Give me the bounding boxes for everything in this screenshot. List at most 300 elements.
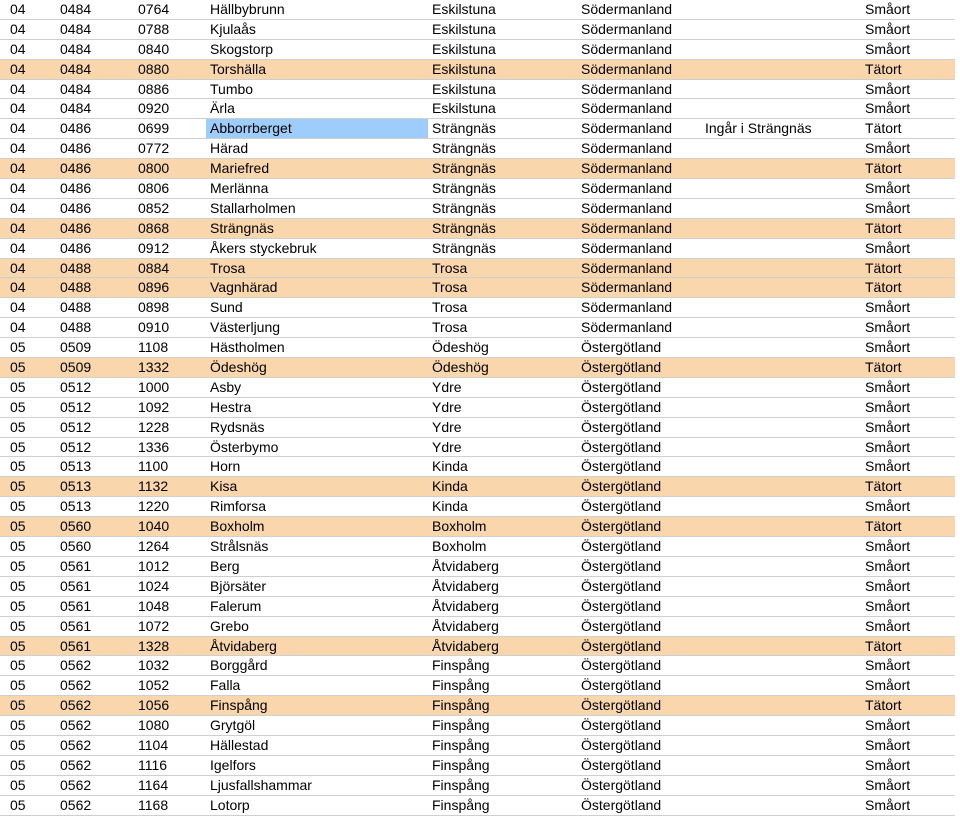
table-row[interactable] [0, 537, 955, 557]
county-name-cell[interactable]: Södermanland [581, 40, 673, 57]
table-row[interactable] [0, 577, 955, 597]
municipality-code-cell[interactable]: 0486 [60, 120, 92, 137]
lan-code-cell[interactable]: 04 [10, 199, 26, 216]
lan-code-cell[interactable]: 05 [10, 697, 26, 714]
municipality-code-cell[interactable]: 0488 [60, 279, 92, 296]
locality-name-cell[interactable]: Boxholm [210, 518, 265, 535]
locality-code-cell[interactable]: 1132 [138, 478, 169, 495]
locality-code-cell[interactable]: 1220 [138, 498, 170, 515]
lan-code-cell[interactable]: 05 [10, 378, 26, 395]
locality-name-cell[interactable]: Hestra [210, 398, 252, 415]
locality-type-cell[interactable]: Tätort [865, 518, 902, 535]
locality-name-cell[interactable]: Härad [210, 140, 249, 157]
county-name-cell[interactable]: Södermanland [581, 319, 673, 336]
municipality-code-cell[interactable]: 0561 [60, 637, 92, 654]
table-row[interactable] [0, 318, 955, 338]
municipality-name-cell[interactable]: Åtvidaberg [432, 637, 499, 654]
county-name-cell[interactable]: Södermanland [581, 299, 673, 316]
table-row[interactable] [0, 119, 955, 139]
locality-name-cell[interactable]: Skogstorp [210, 40, 274, 57]
lan-code-cell[interactable]: 05 [10, 736, 26, 753]
county-name-cell[interactable]: Östergötland [581, 438, 662, 455]
locality-type-cell[interactable]: Småort [865, 776, 911, 793]
locality-code-cell[interactable]: 0912 [138, 239, 170, 256]
table-row[interactable] [0, 60, 955, 80]
county-name-cell[interactable]: Södermanland [581, 279, 673, 296]
locality-type-cell[interactable]: Småort [865, 597, 911, 614]
locality-name-cell[interactable]: Stallarholmen [210, 199, 296, 216]
lan-code-cell[interactable]: 04 [10, 299, 26, 316]
locality-code-cell[interactable]: 0699 [138, 120, 170, 137]
locality-code-cell[interactable]: 1332 [138, 359, 170, 376]
locality-name-cell[interactable]: Strålsnäs [210, 538, 269, 555]
county-name-cell[interactable]: Östergötland [581, 617, 662, 634]
municipality-name-cell[interactable]: Finspång [432, 657, 490, 674]
municipality-code-cell[interactable]: 0562 [60, 796, 92, 813]
locality-code-cell[interactable]: 1104 [138, 736, 169, 753]
lan-code-cell[interactable]: 05 [10, 557, 26, 574]
lan-code-cell[interactable]: 04 [10, 219, 26, 236]
lan-code-cell[interactable]: 05 [10, 418, 26, 435]
locality-name-cell[interactable]: Lotorp [210, 796, 250, 813]
locality-code-cell[interactable]: 1116 [138, 756, 168, 773]
locality-name-cell[interactable]: Hästholmen [210, 339, 285, 356]
locality-type-cell[interactable]: Småort [865, 756, 911, 773]
municipality-code-cell[interactable]: 0488 [60, 299, 92, 316]
table-row[interactable] [0, 477, 955, 497]
locality-code-cell[interactable]: 0764 [138, 1, 170, 17]
locality-type-cell[interactable]: Småort [865, 677, 911, 694]
county-name-cell[interactable]: Östergötland [581, 697, 662, 714]
municipality-name-cell[interactable]: Åtvidaberg [432, 557, 499, 574]
county-name-cell[interactable]: Östergötland [581, 557, 662, 574]
locality-name-cell[interactable]: Rydsnäs [210, 418, 265, 435]
municipality-name-cell[interactable]: Strängnäs [432, 120, 496, 137]
locality-name-cell[interactable]: Grytgöl [210, 717, 256, 734]
lan-code-cell[interactable]: 04 [10, 239, 26, 256]
table-row[interactable] [0, 298, 955, 318]
locality-code-cell[interactable]: 0788 [138, 20, 170, 37]
county-name-cell[interactable]: Östergötland [581, 637, 662, 654]
municipality-code-cell[interactable]: 0484 [60, 20, 92, 37]
locality-type-cell[interactable]: Småort [865, 140, 911, 157]
municipality-code-cell[interactable]: 0488 [60, 319, 92, 336]
lan-code-cell[interactable]: 05 [10, 538, 26, 555]
county-name-cell[interactable]: Östergötland [581, 378, 662, 395]
locality-name-cell[interactable]: Tumbo [210, 80, 254, 97]
county-name-cell[interactable]: Östergötland [581, 597, 662, 614]
municipality-name-cell[interactable]: Eskilstuna [432, 1, 496, 17]
county-name-cell[interactable]: Östergötland [581, 776, 662, 793]
municipality-code-cell[interactable]: 0560 [60, 538, 92, 555]
locality-name-cell[interactable]: Borggård [210, 657, 268, 674]
locality-code-cell[interactable]: 1040 [138, 518, 170, 535]
locality-name-cell[interactable]: Mariefred [210, 160, 270, 177]
locality-code-cell[interactable]: 0852 [138, 199, 170, 216]
county-name-cell[interactable]: Södermanland [581, 80, 673, 97]
municipality-code-cell[interactable]: 0509 [60, 339, 92, 356]
county-name-cell[interactable]: Östergötland [581, 359, 662, 376]
municipality-name-cell[interactable]: Strängnäs [432, 160, 496, 177]
locality-name-cell[interactable]: Igelfors [210, 756, 256, 773]
locality-code-cell[interactable]: 1108 [138, 339, 169, 356]
table-row[interactable] [0, 378, 955, 398]
lan-code-cell[interactable]: 05 [10, 398, 26, 415]
county-name-cell[interactable]: Östergötland [581, 518, 662, 535]
table-row[interactable] [0, 716, 955, 736]
locality-name-cell[interactable]: Finspång [210, 697, 268, 714]
locality-name-cell[interactable]: Björsäter [210, 577, 267, 594]
county-name-cell[interactable]: Södermanland [581, 180, 673, 197]
locality-code-cell[interactable]: 0896 [138, 279, 170, 296]
locality-type-cell[interactable]: Småort [865, 319, 911, 336]
table-row[interactable] [0, 517, 955, 537]
locality-type-cell[interactable]: Småort [865, 100, 911, 117]
locality-type-cell[interactable]: Småort [865, 498, 911, 515]
lan-code-cell[interactable]: 05 [10, 359, 26, 376]
county-name-cell[interactable]: Östergötland [581, 577, 662, 594]
county-name-cell[interactable]: Östergötland [581, 498, 662, 515]
county-name-cell[interactable]: Östergötland [581, 736, 662, 753]
municipality-code-cell[interactable]: 0561 [60, 577, 92, 594]
municipality-code-cell[interactable]: 0512 [60, 398, 92, 415]
lan-code-cell[interactable]: 05 [10, 597, 26, 614]
municipality-name-cell[interactable]: Finspång [432, 677, 490, 694]
lan-code-cell[interactable]: 05 [10, 796, 26, 813]
table-row[interactable] [0, 776, 955, 796]
table-row[interactable] [0, 239, 955, 259]
county-name-cell[interactable]: Östergötland [581, 458, 662, 475]
county-name-cell[interactable]: Södermanland [581, 259, 673, 276]
lan-code-cell[interactable]: 04 [10, 140, 26, 157]
municipality-code-cell[interactable]: 0513 [60, 458, 92, 475]
table-row[interactable] [0, 696, 955, 716]
lan-code-cell[interactable]: 04 [10, 20, 26, 37]
locality-name-cell[interactable]: Hällbybrunn [210, 1, 285, 17]
locality-name-cell[interactable]: Rimforsa [210, 498, 267, 515]
locality-name-cell[interactable]: Falla [210, 677, 241, 694]
locality-code-cell[interactable]: 1052 [138, 677, 170, 694]
municipality-code-cell[interactable]: 0562 [60, 677, 92, 694]
locality-name-cell[interactable]: Sund [210, 299, 243, 316]
lan-code-cell[interactable]: 04 [10, 60, 26, 77]
table-row[interactable] [0, 159, 955, 179]
locality-type-cell[interactable]: Småort [865, 438, 911, 455]
municipality-code-cell[interactable]: 0512 [60, 378, 92, 395]
locality-code-cell[interactable]: 0886 [138, 80, 170, 97]
municipality-name-cell[interactable]: Ydre [432, 418, 462, 435]
locality-name-cell[interactable]: Österbymo [210, 438, 279, 455]
locality-code-cell[interactable]: 1100 [138, 458, 169, 475]
locality-name-cell[interactable]: Falerum [210, 597, 262, 614]
municipality-name-cell[interactable]: Eskilstuna [432, 100, 496, 117]
municipality-code-cell[interactable]: 0562 [60, 697, 92, 714]
locality-name-cell[interactable]: Hällestad [210, 736, 269, 753]
municipality-name-cell[interactable]: Ödeshög [432, 359, 489, 376]
lan-code-cell[interactable]: 05 [10, 776, 26, 793]
county-name-cell[interactable]: Södermanland [581, 20, 673, 37]
locality-type-cell[interactable]: Tätort [865, 279, 902, 296]
locality-type-cell[interactable]: Småort [865, 717, 911, 734]
municipality-code-cell[interactable]: 0486 [60, 199, 92, 216]
locality-name-cell[interactable]: Trosa [210, 259, 246, 276]
table-row[interactable] [0, 179, 955, 199]
lan-code-cell[interactable]: 04 [10, 279, 26, 296]
locality-code-cell[interactable]: 1164 [138, 776, 169, 793]
locality-code-cell[interactable]: 0806 [138, 180, 170, 197]
municipality-name-cell[interactable]: Åtvidaberg [432, 577, 499, 594]
municipality-name-cell[interactable]: Strängnäs [432, 219, 496, 236]
county-name-cell[interactable]: Östergötland [581, 796, 662, 813]
locality-code-cell[interactable]: 1092 [138, 398, 170, 415]
lan-code-cell[interactable]: 04 [10, 1, 26, 17]
table-row[interactable] [0, 338, 955, 358]
municipality-code-cell[interactable]: 0486 [60, 239, 92, 256]
locality-name-cell[interactable]: Åtvidaberg [210, 637, 277, 654]
locality-type-cell[interactable]: Tätort [865, 219, 902, 236]
municipality-name-cell[interactable]: Ydre [432, 378, 462, 395]
locality-type-cell[interactable]: Tätort [865, 697, 902, 714]
locality-name-cell[interactable]: Kjulaås [210, 20, 256, 37]
locality-code-cell[interactable]: 1056 [138, 697, 170, 714]
locality-code-cell[interactable]: 1000 [138, 378, 170, 395]
locality-code-cell[interactable]: 1168 [138, 796, 169, 813]
county-name-cell[interactable]: Östergötland [581, 756, 662, 773]
table-row[interactable] [0, 0, 955, 20]
locality-type-cell[interactable]: Tätort [865, 60, 902, 77]
municipality-code-cell[interactable]: 0562 [60, 717, 92, 734]
municipality-code-cell[interactable]: 0509 [60, 359, 92, 376]
municipality-name-cell[interactable]: Kinda [432, 458, 468, 475]
municipality-name-cell[interactable]: Eskilstuna [432, 20, 496, 37]
locality-name-cell[interactable]: Asby [210, 378, 242, 395]
locality-type-cell[interactable]: Småort [865, 418, 911, 435]
county-name-cell[interactable]: Östergötland [581, 538, 662, 555]
municipality-name-cell[interactable]: Boxholm [432, 538, 487, 555]
table-row[interactable] [0, 637, 955, 657]
locality-type-cell[interactable]: Tätort [865, 259, 902, 276]
table-row[interactable] [0, 358, 955, 378]
locality-code-cell[interactable]: 0884 [138, 259, 170, 276]
locality-type-cell[interactable]: Tätort [865, 120, 902, 137]
lan-code-cell[interactable]: 05 [10, 756, 26, 773]
municipality-name-cell[interactable]: Finspång [432, 776, 490, 793]
lan-code-cell[interactable]: 05 [10, 339, 26, 356]
municipality-code-cell[interactable]: 0561 [60, 557, 92, 574]
locality-code-cell[interactable]: 1336 [138, 438, 170, 455]
lan-code-cell[interactable]: 04 [10, 180, 26, 197]
locality-type-cell[interactable]: Tätort [865, 359, 902, 376]
municipality-name-cell[interactable]: Finspång [432, 697, 490, 714]
locality-code-cell[interactable]: 0868 [138, 219, 170, 236]
locality-code-cell[interactable]: 1048 [138, 597, 170, 614]
locality-type-cell[interactable]: Småort [865, 1, 911, 17]
locality-type-cell[interactable]: Småort [865, 557, 911, 574]
municipality-code-cell[interactable]: 0560 [60, 518, 92, 535]
municipality-code-cell[interactable]: 0486 [60, 219, 92, 236]
table-row[interactable] [0, 139, 955, 159]
lan-code-cell[interactable]: 04 [10, 120, 26, 137]
lan-code-cell[interactable]: 05 [10, 458, 26, 475]
municipality-name-cell[interactable]: Trosa [432, 279, 468, 296]
municipality-name-cell[interactable]: Åtvidaberg [432, 597, 499, 614]
locality-code-cell[interactable]: 1328 [138, 637, 170, 654]
locality-type-cell[interactable]: Tätort [865, 160, 902, 177]
lan-code-cell[interactable]: 04 [10, 319, 26, 336]
locality-name-cell[interactable]: Strängnäs [210, 219, 274, 236]
municipality-code-cell[interactable]: 0562 [60, 657, 92, 674]
municipality-name-cell[interactable]: Ydre [432, 398, 462, 415]
county-name-cell[interactable]: Östergötland [581, 478, 662, 495]
municipality-name-cell[interactable]: Boxholm [432, 518, 487, 535]
locality-type-cell[interactable]: Småort [865, 398, 911, 415]
county-name-cell[interactable]: Södermanland [581, 1, 673, 17]
lan-code-cell[interactable]: 04 [10, 100, 26, 117]
municipality-name-cell[interactable]: Strängnäs [432, 239, 496, 256]
lan-code-cell[interactable]: 04 [10, 160, 26, 177]
locality-code-cell[interactable]: 1072 [138, 617, 170, 634]
locality-name-cell[interactable]: Västerljung [210, 319, 281, 336]
locality-type-cell[interactable]: Småort [865, 378, 911, 395]
municipality-code-cell[interactable]: 0486 [60, 180, 92, 197]
locality-name-cell[interactable]: Merlänna [210, 180, 269, 197]
municipality-code-cell[interactable]: 0488 [60, 259, 92, 276]
locality-name-cell[interactable]: Ljusfallshammar [210, 776, 312, 793]
municipality-code-cell[interactable]: 0513 [60, 498, 92, 515]
table-row[interactable] [0, 418, 955, 438]
county-name-cell[interactable]: Östergötland [581, 398, 662, 415]
municipality-code-cell[interactable]: 0484 [60, 40, 92, 57]
table-row[interactable] [0, 796, 955, 816]
locality-name-cell[interactable]: Ärla [210, 100, 235, 117]
table-row[interactable] [0, 756, 955, 776]
table-row[interactable] [0, 656, 955, 676]
locality-type-cell[interactable]: Tätort [865, 637, 902, 654]
municipality-name-cell[interactable]: Kinda [432, 478, 468, 495]
municipality-code-cell[interactable]: 0486 [60, 160, 92, 177]
lan-code-cell[interactable]: 04 [10, 40, 26, 57]
municipality-name-cell[interactable]: Finspång [432, 736, 490, 753]
municipality-code-cell[interactable]: 0561 [60, 617, 92, 634]
county-name-cell[interactable]: Östergötland [581, 339, 662, 356]
table-row[interactable] [0, 219, 955, 239]
lan-code-cell[interactable]: 05 [10, 478, 26, 495]
county-name-cell[interactable]: Östergötland [581, 717, 662, 734]
locality-name-cell[interactable]: Kisa [210, 478, 238, 495]
locality-type-cell[interactable]: Småort [865, 20, 911, 37]
locality-type-cell[interactable]: Tätort [865, 478, 902, 495]
note-cell[interactable]: Ingår i Strängnäs [705, 120, 812, 137]
municipality-name-cell[interactable]: Finspång [432, 756, 490, 773]
table-row[interactable] [0, 497, 955, 517]
locality-name-cell[interactable]: Grebo [210, 617, 249, 634]
county-name-cell[interactable]: Östergötland [581, 657, 662, 674]
locality-code-cell[interactable]: 0898 [138, 299, 170, 316]
table-row[interactable] [0, 278, 955, 298]
table-row[interactable] [0, 438, 955, 458]
table-row[interactable] [0, 199, 955, 219]
locality-type-cell[interactable]: Småort [865, 199, 911, 216]
locality-type-cell[interactable]: Småort [865, 299, 911, 316]
municipality-code-cell[interactable]: 0512 [60, 438, 92, 455]
lan-code-cell[interactable]: 05 [10, 617, 26, 634]
county-name-cell[interactable]: Södermanland [581, 239, 673, 256]
municipality-code-cell[interactable]: 0562 [60, 776, 92, 793]
lan-code-cell[interactable]: 05 [10, 438, 26, 455]
locality-code-cell[interactable]: 0910 [138, 319, 170, 336]
locality-code-cell[interactable]: 0880 [138, 60, 170, 77]
municipality-code-cell[interactable]: 0512 [60, 418, 92, 435]
locality-name-cell[interactable]: Berg [210, 557, 240, 574]
county-name-cell[interactable]: Östergötland [581, 418, 662, 435]
locality-code-cell[interactable]: 0772 [138, 140, 170, 157]
county-name-cell[interactable]: Södermanland [581, 60, 673, 77]
locality-type-cell[interactable]: Småort [865, 239, 911, 256]
lan-code-cell[interactable]: 04 [10, 80, 26, 97]
locality-type-cell[interactable]: Småort [865, 796, 911, 813]
locality-code-cell[interactable]: 0840 [138, 40, 170, 57]
municipality-name-cell[interactable]: Ödeshög [432, 339, 489, 356]
locality-name-cell[interactable]: Abborrberget [206, 119, 428, 138]
locality-code-cell[interactable]: 1080 [138, 717, 170, 734]
locality-type-cell[interactable]: Småort [865, 736, 911, 753]
municipality-code-cell[interactable]: 0561 [60, 597, 92, 614]
municipality-name-cell[interactable]: Finspång [432, 796, 490, 813]
municipality-name-cell[interactable]: Trosa [432, 319, 468, 336]
municipality-code-cell[interactable]: 0484 [60, 1, 92, 17]
locality-type-cell[interactable]: Småort [865, 339, 911, 356]
county-name-cell[interactable]: Södermanland [581, 140, 673, 157]
locality-code-cell[interactable]: 0800 [138, 160, 170, 177]
table-row[interactable] [0, 597, 955, 617]
table-row[interactable] [0, 736, 955, 756]
table-row[interactable] [0, 80, 955, 100]
municipality-name-cell[interactable]: Strängnäs [432, 140, 496, 157]
lan-code-cell[interactable]: 05 [10, 518, 26, 535]
municipality-name-cell[interactable]: Strängnäs [432, 199, 496, 216]
locality-type-cell[interactable]: Småort [865, 180, 911, 197]
table-row[interactable] [0, 557, 955, 577]
locality-type-cell[interactable]: Småort [865, 617, 911, 634]
county-name-cell[interactable]: Södermanland [581, 120, 673, 137]
locality-type-cell[interactable]: Småort [865, 657, 911, 674]
table-row[interactable] [0, 99, 955, 119]
locality-type-cell[interactable]: Småort [865, 538, 911, 555]
locality-name-cell[interactable]: Horn [210, 458, 241, 475]
table-row[interactable] [0, 40, 955, 60]
municipality-name-cell[interactable]: Åtvidaberg [432, 617, 499, 634]
locality-name-cell[interactable]: Vagnhärad [210, 279, 278, 296]
municipality-code-cell[interactable]: 0484 [60, 100, 92, 117]
municipality-code-cell[interactable]: 0484 [60, 80, 92, 97]
county-name-cell[interactable]: Södermanland [581, 160, 673, 177]
municipality-code-cell[interactable]: 0484 [60, 60, 92, 77]
table-row[interactable] [0, 457, 955, 477]
municipality-name-cell[interactable]: Kinda [432, 498, 468, 515]
locality-code-cell[interactable]: 1012 [138, 557, 170, 574]
locality-code-cell[interactable]: 1032 [138, 657, 170, 674]
table-row[interactable] [0, 398, 955, 418]
municipality-name-cell[interactable]: Trosa [432, 259, 468, 276]
municipality-code-cell[interactable]: 0486 [60, 140, 92, 157]
county-name-cell[interactable]: Östergötland [581, 677, 662, 694]
lan-code-cell[interactable]: 05 [10, 577, 26, 594]
locality-code-cell[interactable]: 1228 [138, 418, 170, 435]
municipality-name-cell[interactable]: Eskilstuna [432, 60, 496, 77]
county-name-cell[interactable]: Södermanland [581, 100, 673, 117]
table-row[interactable] [0, 259, 955, 279]
table-row[interactable] [0, 617, 955, 637]
